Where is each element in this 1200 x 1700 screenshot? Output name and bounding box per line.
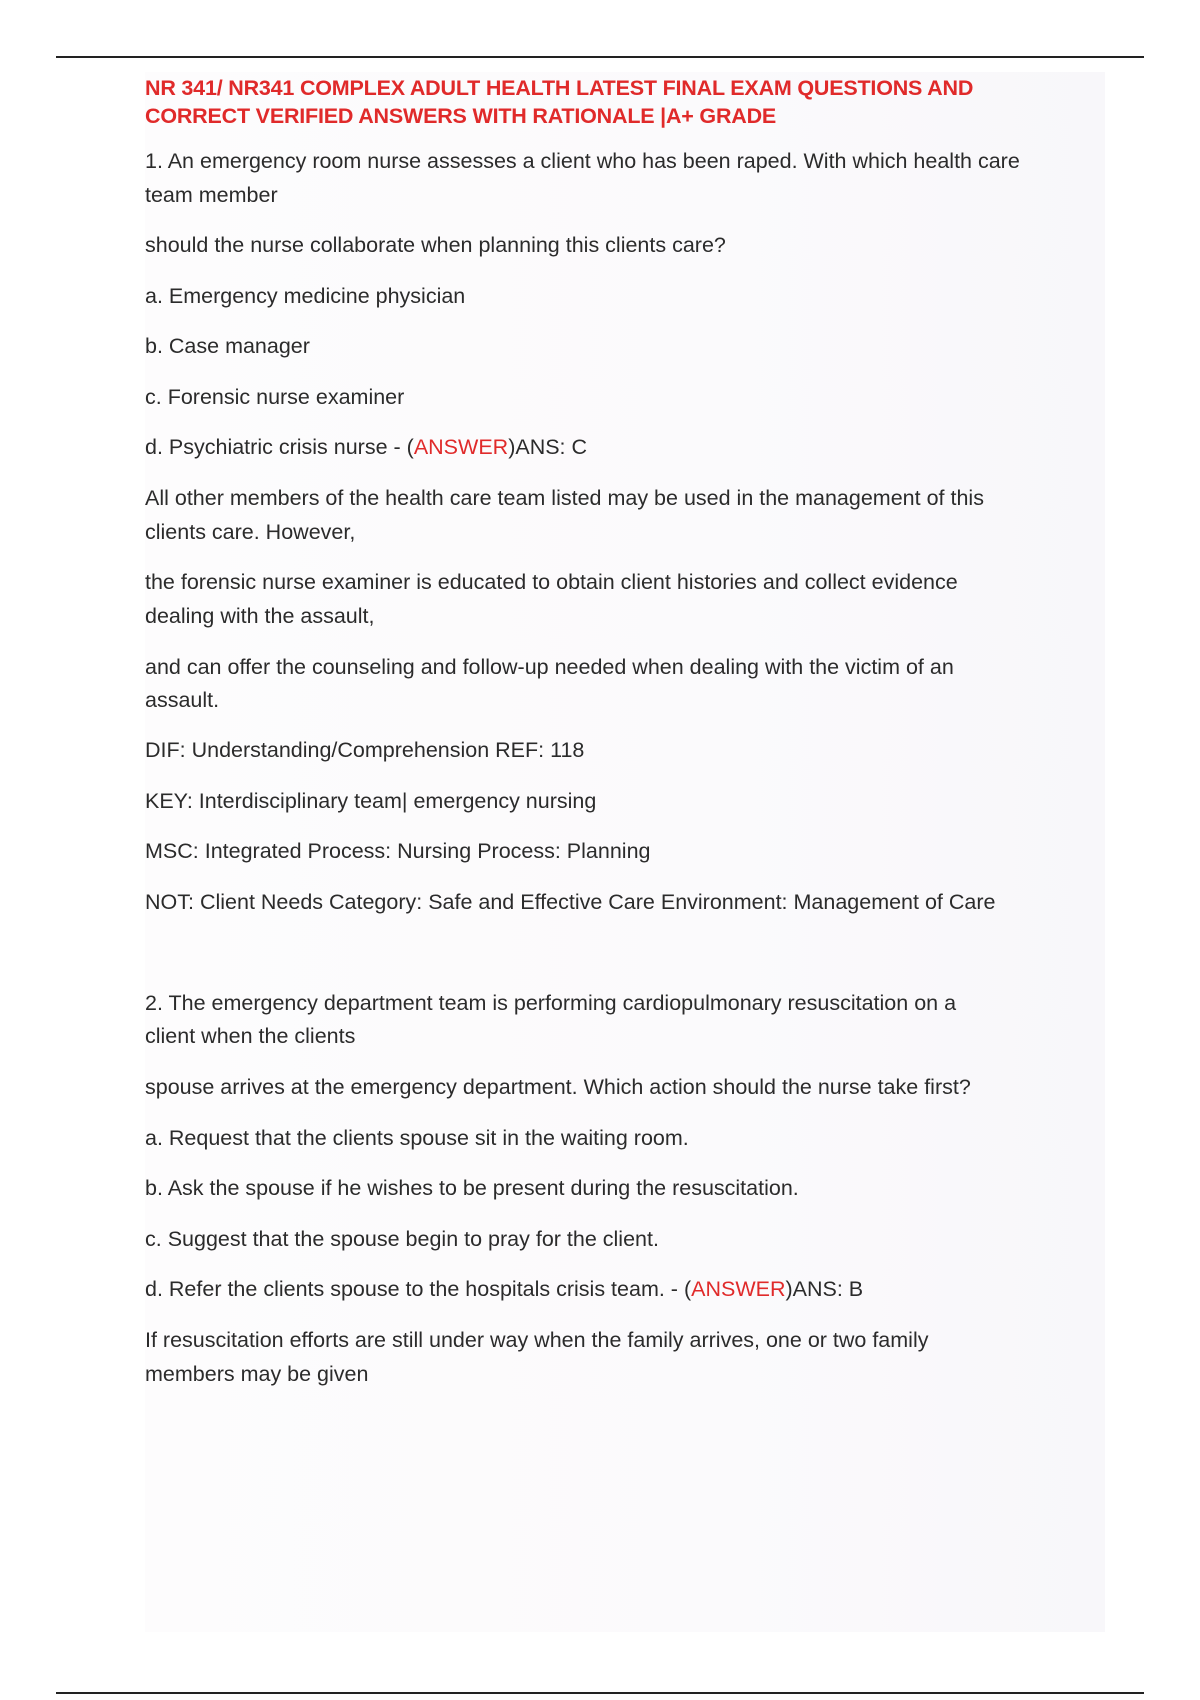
q2-option-d-text: d. Refer the clients spouse to the hospitals crisis team. - ( (145, 1277, 692, 1301)
q1-option-d-text: d. Psychiatric crisis nurse - ( (145, 435, 414, 459)
q2-stem-line-1: 2. The emergency department team is performing cardiopulmonary resuscitation on a (145, 991, 957, 1015)
q1-answer-label: ANSWER (413, 435, 509, 459)
q1-stem-line-1: 1. An emergency room nurse assesses a client who has been raped. With which health care (145, 149, 1020, 173)
q2-rationale-line-1: If resuscitation efforts are still under way when the family arrives, one or two family (145, 1328, 929, 1352)
q1-rationale-line-6: assault. (145, 688, 220, 712)
top-rule (56, 56, 1144, 58)
q1-answer-value: )ANS: C (508, 435, 588, 459)
q1-key: KEY: Interdisciplinary team| emergency nursing (145, 789, 597, 813)
q2-stem-line-2: client when the clients (145, 1024, 356, 1048)
q2-answer-value: )ANS: B (785, 1277, 864, 1301)
q1-dif: DIF: Understanding/Comprehension REF: 118 (145, 738, 585, 762)
q1-rationale-line-4: dealing with the assault, (145, 604, 375, 628)
q1-option-b: b. Case manager (145, 334, 310, 358)
q1-rationale-line-1: All other members of the health care team listed may be used in the management of this (145, 486, 984, 510)
q1-option-a: a. Emergency medicine physician (145, 284, 466, 308)
q2-option-b: b. Ask the spouse if he wishes to be present during the resuscitation. (145, 1176, 799, 1200)
q1-rationale-line-3: the forensic nurse examiner is educated to obtain client histories and collect evidence (145, 570, 958, 594)
bottom-rule (56, 1692, 1144, 1694)
q1-not: NOT: Client Needs Category: Safe and Effective Care Environment: Management of Care (145, 890, 996, 914)
title-line-1: NR 341/ NR341 COMPLEX ADULT HEALTH LATEST FINAL EXAM QUESTIONS AND (145, 76, 974, 100)
q2-option-c: c. Suggest that the spouse begin to pray for the client. (145, 1227, 659, 1251)
q1-rationale-line-5: and can offer the counseling and follow-up needed when dealing with the victim of an (145, 655, 954, 679)
title-line-2: CORRECT VERIFIED ANSWERS WITH RATIONALE |A+ GRADE (145, 104, 777, 128)
q2-option-a: a. Request that the clients spouse sit in the waiting room. (145, 1126, 689, 1150)
q1-msc: MSC: Integrated Process: Nursing Process: Planning (145, 839, 651, 863)
document-title (145, 74, 1045, 130)
q2-stem-line-3: spouse arrives at the emergency department. Which action should the nurse take first? (145, 1075, 971, 1099)
q1-option-c: c. Forensic nurse examiner (145, 385, 405, 409)
q1-option-d (145, 430, 1105, 464)
q1-stem-line-2: team member (145, 183, 278, 207)
q1-stem-line-3: should the nurse collaborate when planning this clients care? (145, 233, 726, 257)
q2-option-d (145, 1272, 1105, 1306)
q1-rationale-line-2: clients care. However, (145, 520, 356, 544)
q2-rationale-line-2: members may be given (145, 1362, 369, 1386)
q2-answer-label: ANSWER (691, 1277, 786, 1301)
